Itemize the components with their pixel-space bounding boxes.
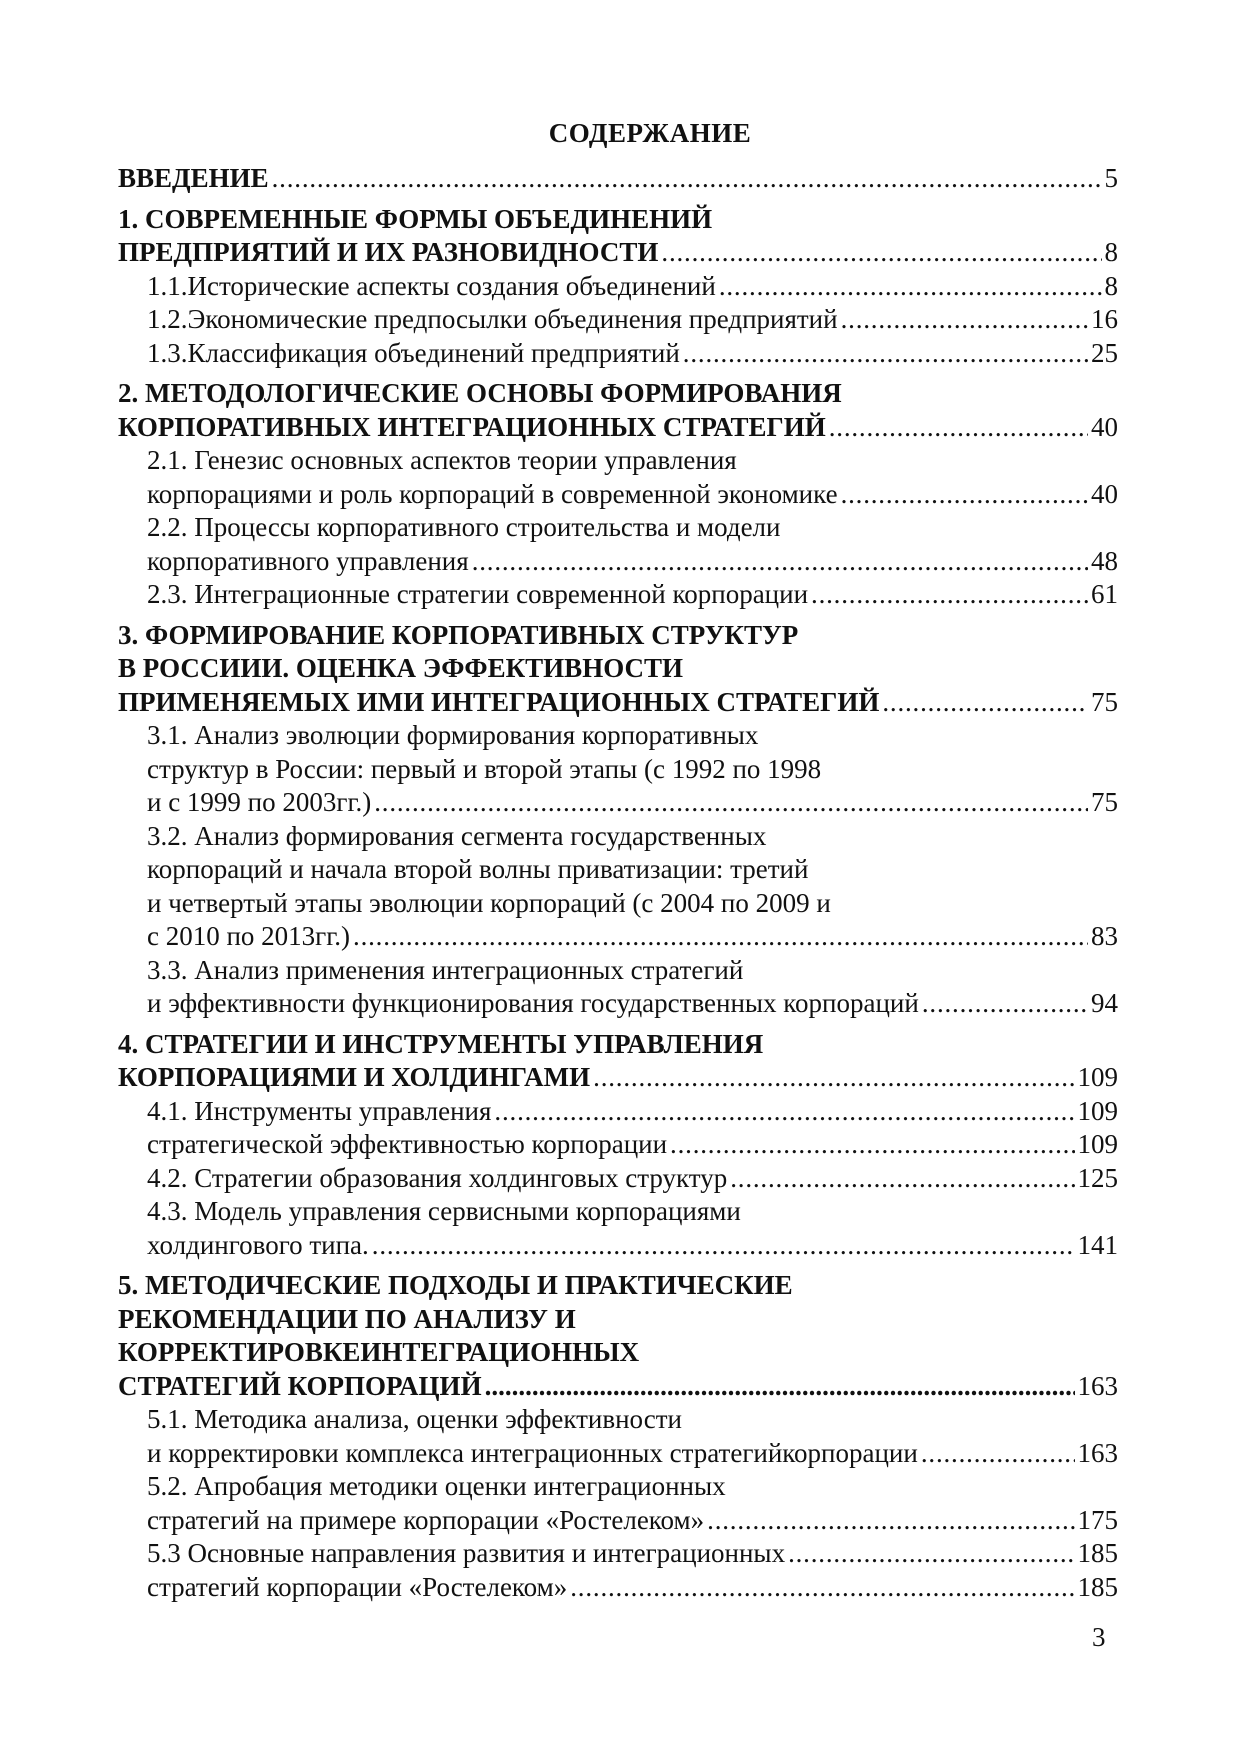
toc-entry-page: 5	[1104, 163, 1118, 193]
toc-entry-text: 1.2.Экономические предпосылки объединения предприятий	[147, 304, 838, 334]
toc-entry-page: 16	[1091, 304, 1118, 334]
toc-entry	[118, 162, 1118, 196]
dot-leader	[788, 1537, 1074, 1571]
dot-leader	[841, 478, 1088, 512]
toc-entry-page: 109	[1077, 1095, 1118, 1126]
toc-entry-text: 5.2. Апробация методики оценки интеграционных	[147, 1471, 726, 1501]
toc-entry-text: 1. СОВРЕМЕННЫЕ ФОРМЫ ОБЪЕДИНЕНИЙ	[118, 203, 713, 234]
toc-entry	[118, 511, 1118, 545]
toc-entry-page: 175	[1077, 1504, 1118, 1535]
dot-leader	[485, 1370, 1075, 1404]
toc-entry	[118, 1028, 1118, 1062]
dot-leader	[829, 411, 1088, 445]
toc-entry-text: структур в России: первый и второй этапы (с 1992 по 1998	[147, 753, 822, 784]
toc-entry-page: 185	[1077, 1538, 1118, 1568]
toc-entry-text: ПРИМЕНЯЕМЫХ ИМИ ИНТЕГРАЦИОННЫХ СТРАТЕГИЙ	[118, 686, 880, 717]
toc-entry	[118, 1537, 1118, 1571]
toc-entry-text: КОРПОРАЦИЯМИ И ХОЛДИНГАМИ	[118, 1062, 591, 1092]
toc-title: СОДЕРЖАНИЕ	[548, 118, 752, 148]
toc-entry-text: с 2010 по 2013гг.)	[147, 921, 351, 951]
toc-entry-page: 25	[1091, 337, 1118, 368]
toc-entry	[118, 853, 1118, 887]
dot-leader	[670, 1128, 1074, 1162]
toc-entry-page: 8	[1104, 270, 1118, 301]
dot-leader	[811, 578, 1088, 612]
toc-entry	[118, 1195, 1118, 1229]
toc-entry-text: корпоративного управления	[147, 545, 469, 576]
dot-leader	[921, 1437, 1075, 1471]
toc-entry	[118, 1229, 1118, 1263]
toc-entry	[118, 887, 1118, 921]
toc-entry-page: 48	[1091, 545, 1118, 576]
toc-entry	[118, 920, 1118, 954]
toc-entry-page: 75	[1091, 787, 1118, 817]
dot-leader	[472, 545, 1088, 579]
toc-entry-text: стратегической эффективностью корпорации	[147, 1129, 668, 1159]
toc-entry	[118, 578, 1118, 612]
toc-entry-page: 61	[1091, 579, 1118, 609]
toc-entry	[118, 786, 1118, 820]
toc-entry	[118, 203, 1118, 237]
toc-entry	[118, 1370, 1118, 1404]
toc-entry-text: 3.3. Анализ применения интеграционных стратегий	[147, 954, 744, 985]
toc-entry	[118, 1504, 1118, 1538]
dot-leader	[593, 1061, 1074, 1095]
toc-entry	[118, 377, 1118, 411]
toc-entry-page: 94	[1091, 988, 1118, 1018]
toc-entry-text: корпораций и начала второй волны приватизации: третий	[147, 854, 809, 884]
toc-entry-text: 2. МЕТОДОЛОГИЧЕСКИЕ ОСНОВЫ ФОРМИРОВАНИЯ	[118, 378, 842, 408]
toc-entry	[118, 270, 1118, 304]
toc-entry-page: 8	[1104, 237, 1118, 267]
toc-entry-text: ПРЕДПРИЯТИЙ И ИХ РАЗНОВИДНОСТИ	[118, 237, 659, 267]
toc-entry-text: КОРПОРАТИВНЫХ ИНТЕГРАЦИОННЫХ СТРАТЕГИЙ	[118, 411, 826, 442]
toc-entry-text: 4. СТРАТЕГИИ И ИНСТРУМЕНТЫ УПРАВЛЕНИЯ	[118, 1028, 764, 1059]
dot-leader	[272, 162, 1102, 196]
table-of-contents	[118, 162, 1118, 1604]
toc-entry-page: 163	[1077, 1437, 1118, 1468]
toc-entry	[118, 1095, 1118, 1129]
toc-entry	[118, 1403, 1118, 1437]
toc-entry	[118, 303, 1118, 337]
toc-entry-text: 3.2. Анализ формирования сегмента государственных	[147, 820, 767, 851]
toc-entry-text: и эффективности функционирования государственных корпораций	[147, 988, 919, 1018]
toc-entry	[118, 236, 1118, 270]
toc-entry-text: 4.1. Инструменты управления	[147, 1095, 492, 1126]
dot-leader	[922, 987, 1088, 1021]
toc-entry-text: СТРАТЕГИЙ КОРПОРАЦИЙ	[118, 1370, 482, 1401]
toc-entry-text: и корректировки комплекса интеграционных стратегийкорпорации	[147, 1437, 918, 1468]
toc-entry	[118, 719, 1118, 753]
toc-entry-text: ВВЕДЕНИЕ	[118, 163, 269, 193]
toc-entry-text: 4.2. Стратегии образования холдинговых структур	[147, 1162, 728, 1193]
toc-entry-text: 1.3.Классификация объединений предприятий	[147, 337, 680, 368]
toc-entry	[118, 1470, 1118, 1504]
dot-leader	[372, 1229, 1075, 1263]
dot-leader	[730, 1162, 1074, 1196]
toc-entry	[118, 987, 1118, 1021]
toc-entry	[118, 1061, 1118, 1095]
toc-entry-page: 141	[1077, 1229, 1118, 1260]
toc-entry	[118, 444, 1118, 478]
toc-entry-text: 3.1. Анализ эволюции формирования корпоративных	[147, 720, 759, 750]
dot-leader	[841, 303, 1088, 337]
toc-entry-text: стратегий на примере корпорации «Ростелеком»	[147, 1504, 705, 1535]
toc-entry	[118, 337, 1118, 371]
toc-entry	[118, 1336, 1118, 1370]
toc-entry	[118, 545, 1118, 579]
toc-entry-text: и с 1999 по 2003гг.)	[147, 787, 372, 817]
toc-entry	[118, 954, 1118, 988]
toc-entry-text: РЕКОМЕНДАЦИИ ПО АНАЛИЗУ И	[118, 1303, 576, 1334]
toc-entry-page: 163	[1077, 1370, 1118, 1401]
toc-entry-text: холдингового типа.	[147, 1229, 369, 1260]
toc-entry-text: 4.3. Модель управления сервисными корпорациями	[147, 1196, 741, 1226]
toc-entry-text: корпорациями и роль корпораций в современной экономике	[147, 478, 838, 509]
toc-entry-text: стратегий корпорации «Ростелеком»	[147, 1571, 568, 1602]
toc-entry-page: 109	[1077, 1129, 1118, 1159]
toc-entry	[118, 478, 1118, 512]
toc-entry-page: 75	[1091, 686, 1118, 717]
toc-entry	[118, 686, 1118, 720]
toc-entry-page: 185	[1077, 1571, 1118, 1602]
toc-entry-text: КОРРЕКТИРОВКЕИНТЕГРАЦИОННЫХ	[118, 1337, 640, 1367]
dot-leader	[882, 686, 1088, 720]
toc-entry	[118, 753, 1118, 787]
toc-entry-text: 5. МЕТОДИЧЕСКИЕ ПОДХОДЫ И ПРАКТИЧЕСКИЕ	[118, 1270, 793, 1300]
toc-entry-page: 125	[1077, 1162, 1118, 1193]
toc-entry	[118, 1128, 1118, 1162]
dot-leader	[494, 1095, 1074, 1129]
dot-leader	[661, 236, 1101, 270]
dot-leader	[374, 786, 1088, 820]
toc-entry	[118, 619, 1118, 653]
toc-entry-text: 2.2. Процессы корпоративного строительства и модели	[147, 512, 781, 542]
toc-entry	[118, 1269, 1118, 1303]
toc-entry	[118, 1303, 1118, 1337]
toc-entry	[118, 1571, 1118, 1605]
dot-leader	[719, 270, 1102, 304]
toc-entry-page: 109	[1077, 1062, 1118, 1092]
toc-entry-page: 40	[1091, 411, 1118, 442]
toc-entry	[118, 1437, 1118, 1471]
dot-leader	[707, 1504, 1074, 1538]
toc-entry-text: 5.1. Методика анализа, оценки эффективности	[147, 1404, 682, 1434]
toc-entry-text: 5.3 Основные направления развития и интеграционных	[147, 1538, 786, 1568]
toc-entry-text: 2.3. Интеграционные стратегии современной корпорации	[147, 579, 809, 609]
toc-entry	[118, 411, 1118, 445]
toc-entry-text: и четвертый этапы эволюции корпораций (с 2004 по 2009 и	[147, 887, 831, 918]
toc-entry-text: 3. ФОРМИРОВАНИЕ КОРПОРАТИВНЫХ СТРУКТУР	[118, 619, 799, 650]
toc-entry-text: 2.1. Генезис основных аспектов теории управления	[147, 445, 737, 475]
dot-leader	[570, 1571, 1074, 1605]
toc-entry-text: В РОССИИИ. ОЦЕНКА ЭФФЕКТИВНОСТИ	[118, 653, 684, 683]
toc-entry	[118, 652, 1118, 686]
dot-leader	[683, 337, 1088, 371]
toc-entry	[118, 1162, 1118, 1196]
toc-entry-page: 83	[1091, 921, 1118, 951]
toc-entry-page: 40	[1091, 478, 1118, 509]
toc-entry	[118, 820, 1118, 854]
dot-leader	[353, 920, 1088, 954]
toc-entry-text: 1.1.Исторические аспекты создания объединений	[147, 270, 716, 301]
page-number: 3	[1092, 1622, 1106, 1652]
